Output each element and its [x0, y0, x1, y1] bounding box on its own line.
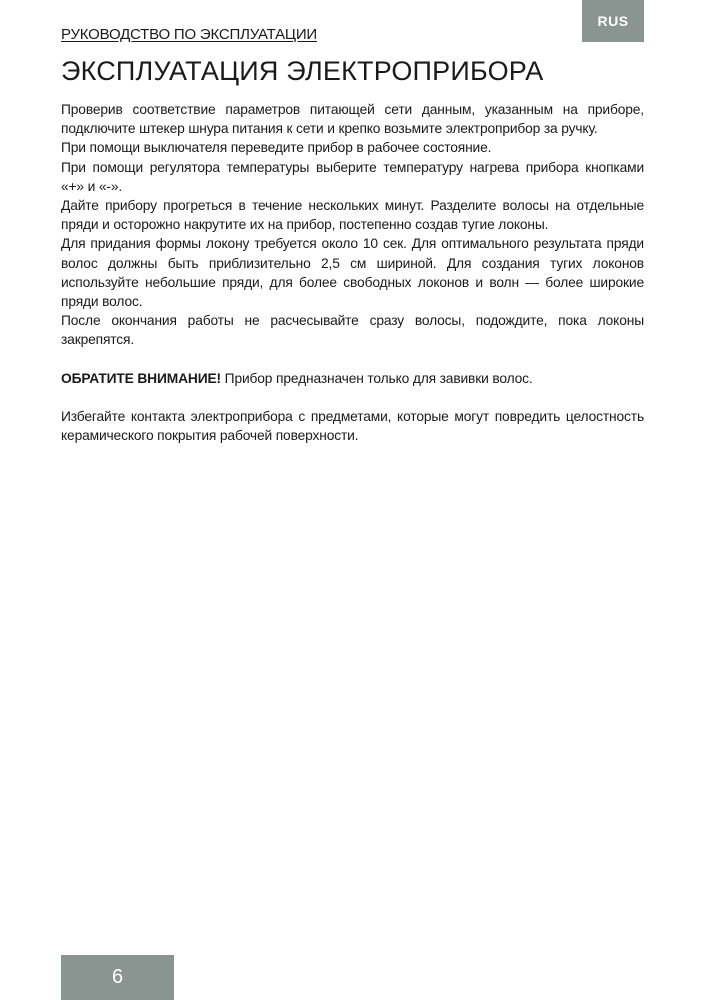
- paragraph: При помощи регулятора температуры выберите температуру нагрева прибора кнопками «+» и «-».: [61, 159, 644, 194]
- body-text: [61, 100, 644, 445]
- paragraph-gap: [61, 350, 644, 369]
- caution-paragraph: Избегайте контакта электроприбора с предметами, которые могут повредить целостность керамического покрытия рабочей поверхности.: [61, 408, 644, 444]
- language-tab: RUS: [582, 0, 644, 42]
- paragraph: Дайте прибору прогреться в течение нескольких минут. Разделите волосы на отдельные пряди и осторожно накрутите их на прибор, постепенно создав тугие локоны.: [61, 198, 644, 233]
- page-number: 6: [61, 955, 174, 1000]
- paragraph: Для придания формы локону требуется около 10 сек. Для оптимального результата пряди волос должны быть приблизительно 2,5 см шириной. Для создания тугих локонов используйте небольшие пряди, для более свободных локонов и волн — более широкие пряди волос.: [61, 236, 644, 310]
- paragraph: Проверив соответствие параметров питающей сети данным, указанным на приборе, подключите штекер шнура питания к сети и крепко возьмите электроприбор за ручку.: [61, 102, 644, 137]
- notice-paragraph: [61, 369, 644, 388]
- page-title: ЭКСПЛУАТАЦИЯ ЭЛЕКТРОПРИБОРА: [61, 56, 544, 86]
- paragraph: После окончания работы не расчесывайте сразу волосы, подождите, пока локоны закрепятся.: [61, 313, 644, 348]
- running-header: РУКОВОДСТВО ПО ЭКСПЛУАТАЦИИ: [61, 26, 317, 43]
- notice-text: Прибор предназначен только для завивки волос.: [221, 370, 533, 386]
- notice-label: ОБРАТИТЕ ВНИМАНИЕ!: [61, 370, 221, 386]
- paragraph: При помощи выключателя переведите прибор в рабочее состояние.: [61, 140, 492, 156]
- paragraph-gap: [61, 388, 644, 407]
